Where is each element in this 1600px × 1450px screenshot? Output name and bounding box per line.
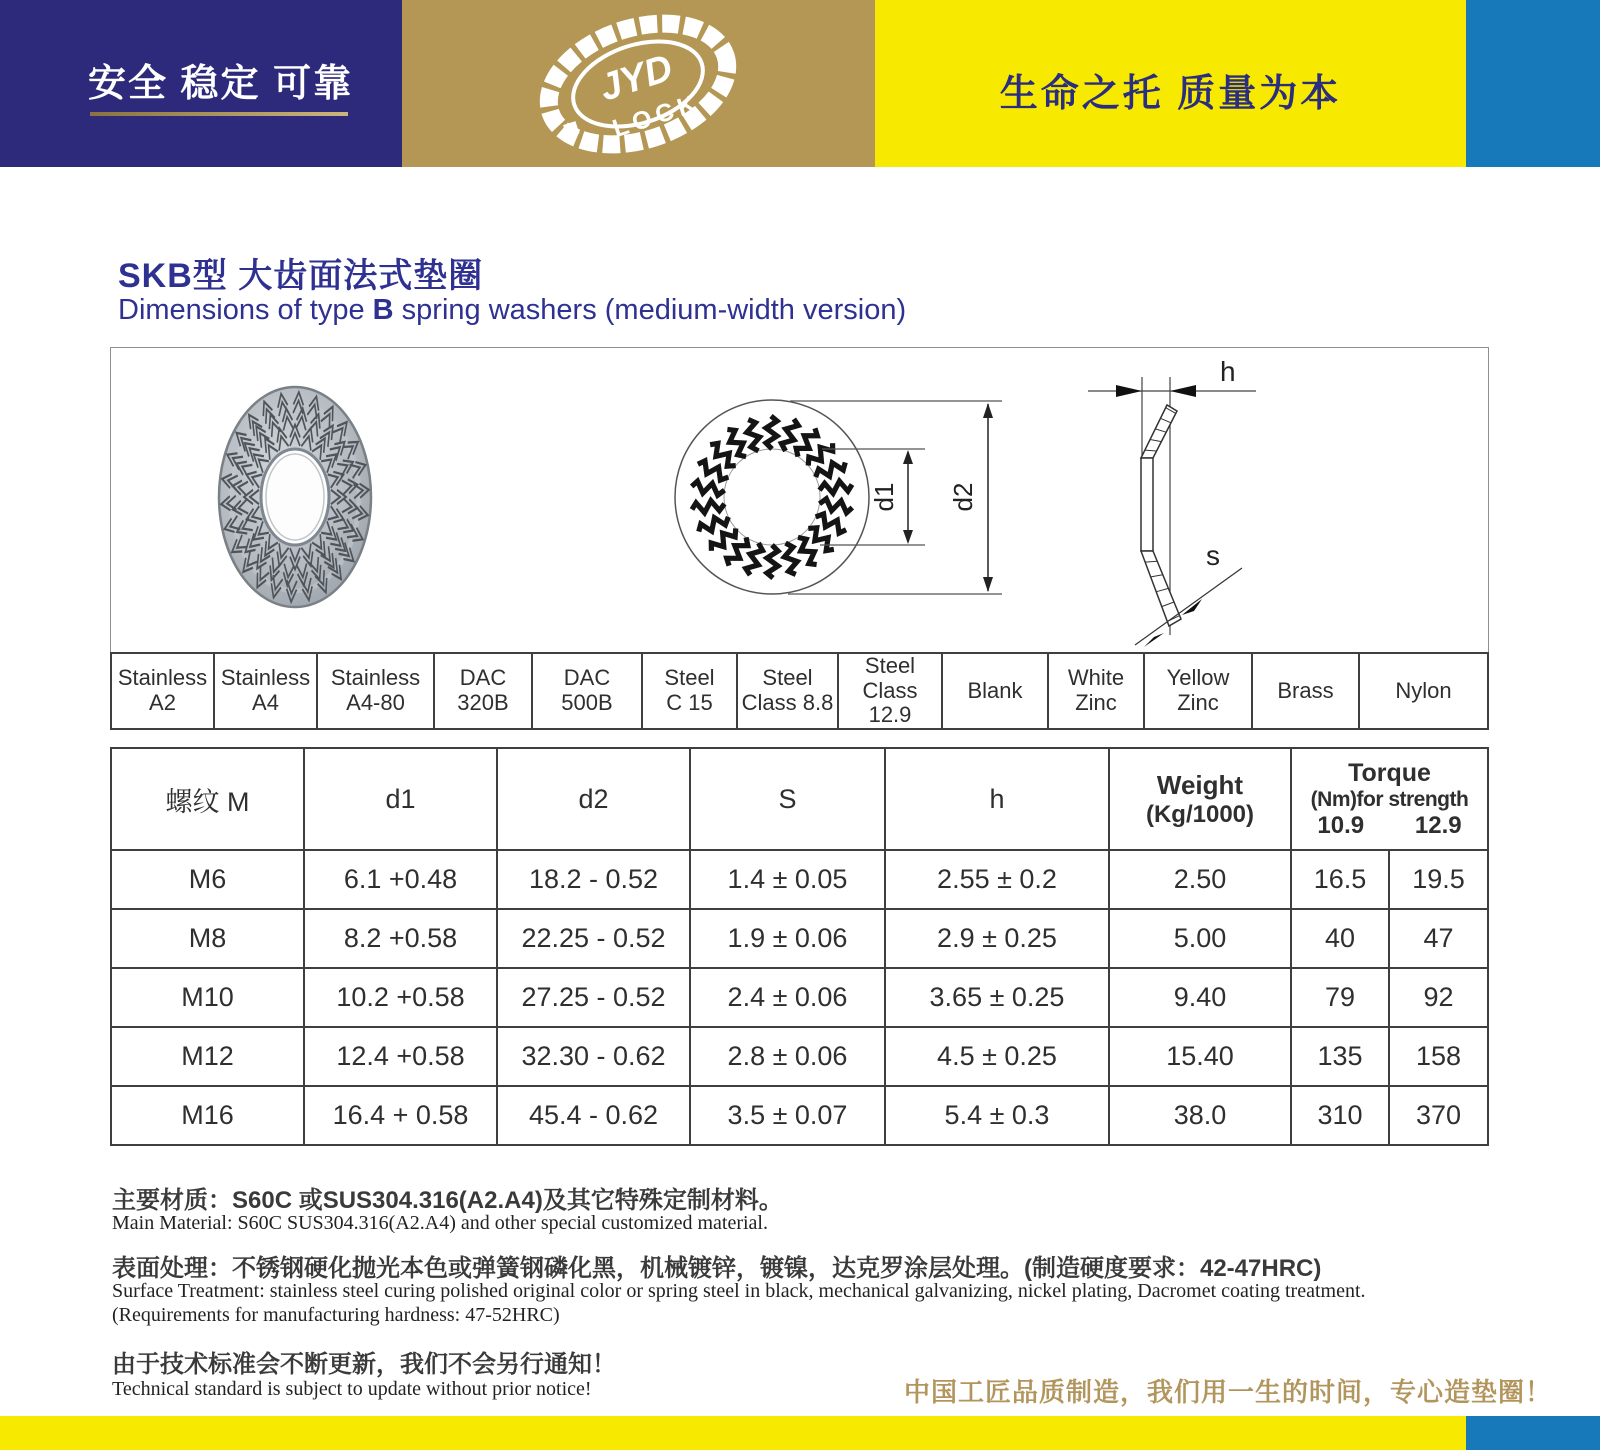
cell-weight: 38.0 xyxy=(1109,1086,1291,1145)
note-material-en: Main Material: S60C SUS304.316(A2.A4) and other special customized material. xyxy=(112,1212,768,1234)
cell-h: 4.5 ± 0.25 xyxy=(885,1027,1109,1086)
material-cell: Steel C 15 xyxy=(642,653,737,729)
dim-label-d1: d1 xyxy=(869,482,899,512)
cell-torque-109: 310 xyxy=(1291,1086,1389,1145)
dim-label-d2: d2 xyxy=(948,482,978,512)
title-en-suffix: spring washers (medium-width version) xyxy=(393,294,907,326)
table-row xyxy=(111,1027,1488,1086)
col-header-weight: Weight (Kg/1000) xyxy=(1109,748,1291,850)
note-material-cn: 主要材质：S60C 或SUS304.316(A2.A4)及其它特殊定制材料。 xyxy=(112,1187,783,1214)
page-title-cn: SKB型 大齿面法式垫圈 xyxy=(118,257,484,295)
cell-s: 2.4 ± 0.06 xyxy=(690,968,885,1027)
material-cell: DAC 320B xyxy=(434,653,532,729)
cell-torque-129: 47 xyxy=(1389,909,1488,968)
note-surface-cn: 表面处理：不锈钢硬化抛光本色或弹簧钢磷化黑，机械镀锌，镀镍，达克罗涂层处理。(制造硬度要求：42-47HRC) xyxy=(112,1255,1322,1282)
footer-slogan: 中国工匠品质制造，我们用一生的时间，专心造垫圈！ xyxy=(903,1377,1552,1407)
title-en-prefix: Dimensions of type xyxy=(118,294,373,326)
page-title-en xyxy=(118,294,906,327)
col-header-d2: d2 xyxy=(497,748,690,850)
dim-label-h: h xyxy=(1220,356,1236,387)
cell-torque-129: 19.5 xyxy=(1389,850,1488,909)
spec-table-header-row xyxy=(111,748,1488,850)
spec-table xyxy=(110,747,1489,1146)
materials-strip xyxy=(110,652,1489,730)
col-header-thread: 螺纹 M xyxy=(111,748,304,850)
cell-d2: 18.2 - 0.52 xyxy=(497,850,690,909)
note-notice-en: Technical standard is subject to update without prior notice! xyxy=(112,1378,592,1400)
cell-torque-129: 92 xyxy=(1389,968,1488,1027)
cell-thread: M10 xyxy=(111,968,304,1027)
material-cell: Yellow Zinc xyxy=(1144,653,1252,729)
table-row xyxy=(111,909,1488,968)
cell-h: 2.9 ± 0.25 xyxy=(885,909,1109,968)
cell-d1: 6.1 +0.48 xyxy=(304,850,497,909)
cell-weight: 9.40 xyxy=(1109,968,1291,1027)
cell-d1: 12.4 +0.58 xyxy=(304,1027,497,1086)
cell-weight: 2.50 xyxy=(1109,850,1291,909)
cell-h: 3.65 ± 0.25 xyxy=(885,968,1109,1027)
col-header-d1: d1 xyxy=(304,748,497,850)
material-cell: Stainless A4 xyxy=(214,653,317,729)
logo-text-jyd: JYD xyxy=(594,46,678,110)
material-cell: Nylon xyxy=(1359,653,1488,729)
col-header-torque: Torque (Nm)for strength 10.9 12.9 xyxy=(1291,748,1488,850)
note-notice-cn: 由于技术标准会不断更新，我们不会另行通知！ xyxy=(112,1351,616,1378)
cell-torque-129: 370 xyxy=(1389,1086,1488,1145)
cell-torque-109: 135 xyxy=(1291,1027,1389,1086)
header-slogan-underline xyxy=(90,112,348,116)
cell-s: 3.5 ± 0.07 xyxy=(690,1086,885,1145)
cell-d2: 45.4 - 0.62 xyxy=(497,1086,690,1145)
footer-bar-yellow xyxy=(0,1416,1466,1450)
dim-label-s: s xyxy=(1206,540,1220,571)
cell-thread: M8 xyxy=(111,909,304,968)
table-row xyxy=(111,968,1488,1027)
cell-d2: 22.25 - 0.52 xyxy=(497,909,690,968)
note-surface-en: Surface Treatment: stainless steel curing polished original color or spring steel in black, mechanical galvanizing, nickel plating, Dacromet coating treatment. xyxy=(112,1280,1366,1302)
cell-weight: 15.40 xyxy=(1109,1027,1291,1086)
washer-front-drawing xyxy=(650,380,1010,620)
cell-torque-129: 158 xyxy=(1389,1027,1488,1086)
washer-photo xyxy=(215,385,375,610)
title-en-bold: B xyxy=(372,294,394,326)
washer-section-drawing xyxy=(1060,353,1260,649)
header-left-slogan: 安全 稳定 可靠 xyxy=(88,63,354,105)
table-row xyxy=(111,850,1488,909)
material-cell: Brass xyxy=(1252,653,1359,729)
cell-d1: 8.2 +0.58 xyxy=(304,909,497,968)
material-cell: Stainless A4-80 xyxy=(317,653,434,729)
material-cell: White Zinc xyxy=(1048,653,1144,729)
cell-s: 1.9 ± 0.06 xyxy=(690,909,885,968)
material-cell: Stainless A2 xyxy=(111,653,214,729)
brand-logo-icon xyxy=(533,12,743,156)
cell-torque-109: 40 xyxy=(1291,909,1389,968)
cell-thread: M16 xyxy=(111,1086,304,1145)
footer-bar-blue xyxy=(1466,1416,1600,1450)
material-cell: Steel Class 8.8 xyxy=(737,653,838,729)
cell-d1: 10.2 +0.58 xyxy=(304,968,497,1027)
material-cell: Blank xyxy=(942,653,1048,729)
col-header-s: S xyxy=(690,748,885,850)
cell-d2: 32.30 - 0.62 xyxy=(497,1027,690,1086)
cell-h: 5.4 ± 0.3 xyxy=(885,1086,1109,1145)
header-right-slogan: 生命之托 质量为本 xyxy=(999,73,1342,115)
cell-thread: M6 xyxy=(111,850,304,909)
table-row xyxy=(111,1086,1488,1145)
cell-torque-109: 16.5 xyxy=(1291,850,1389,909)
cell-d1: 16.4 + 0.58 xyxy=(304,1086,497,1145)
material-cell: Steel Class 12.9 xyxy=(838,653,942,729)
cell-s: 2.8 ± 0.06 xyxy=(690,1027,885,1086)
material-cell: DAC 500B xyxy=(532,653,642,729)
cell-s: 1.4 ± 0.05 xyxy=(690,850,885,909)
cell-h: 2.55 ± 0.2 xyxy=(885,850,1109,909)
header-blue-block xyxy=(1466,0,1600,167)
logo-text-lock: LOCK xyxy=(609,88,705,144)
cell-thread: M12 xyxy=(111,1027,304,1086)
cell-torque-109: 79 xyxy=(1291,968,1389,1027)
col-header-h: h xyxy=(885,748,1109,850)
cell-weight: 5.00 xyxy=(1109,909,1291,968)
note-surface-en2: (Requirements for manufacturing hardness: 47-52HRC) xyxy=(112,1304,560,1326)
cell-d2: 27.25 - 0.52 xyxy=(497,968,690,1027)
